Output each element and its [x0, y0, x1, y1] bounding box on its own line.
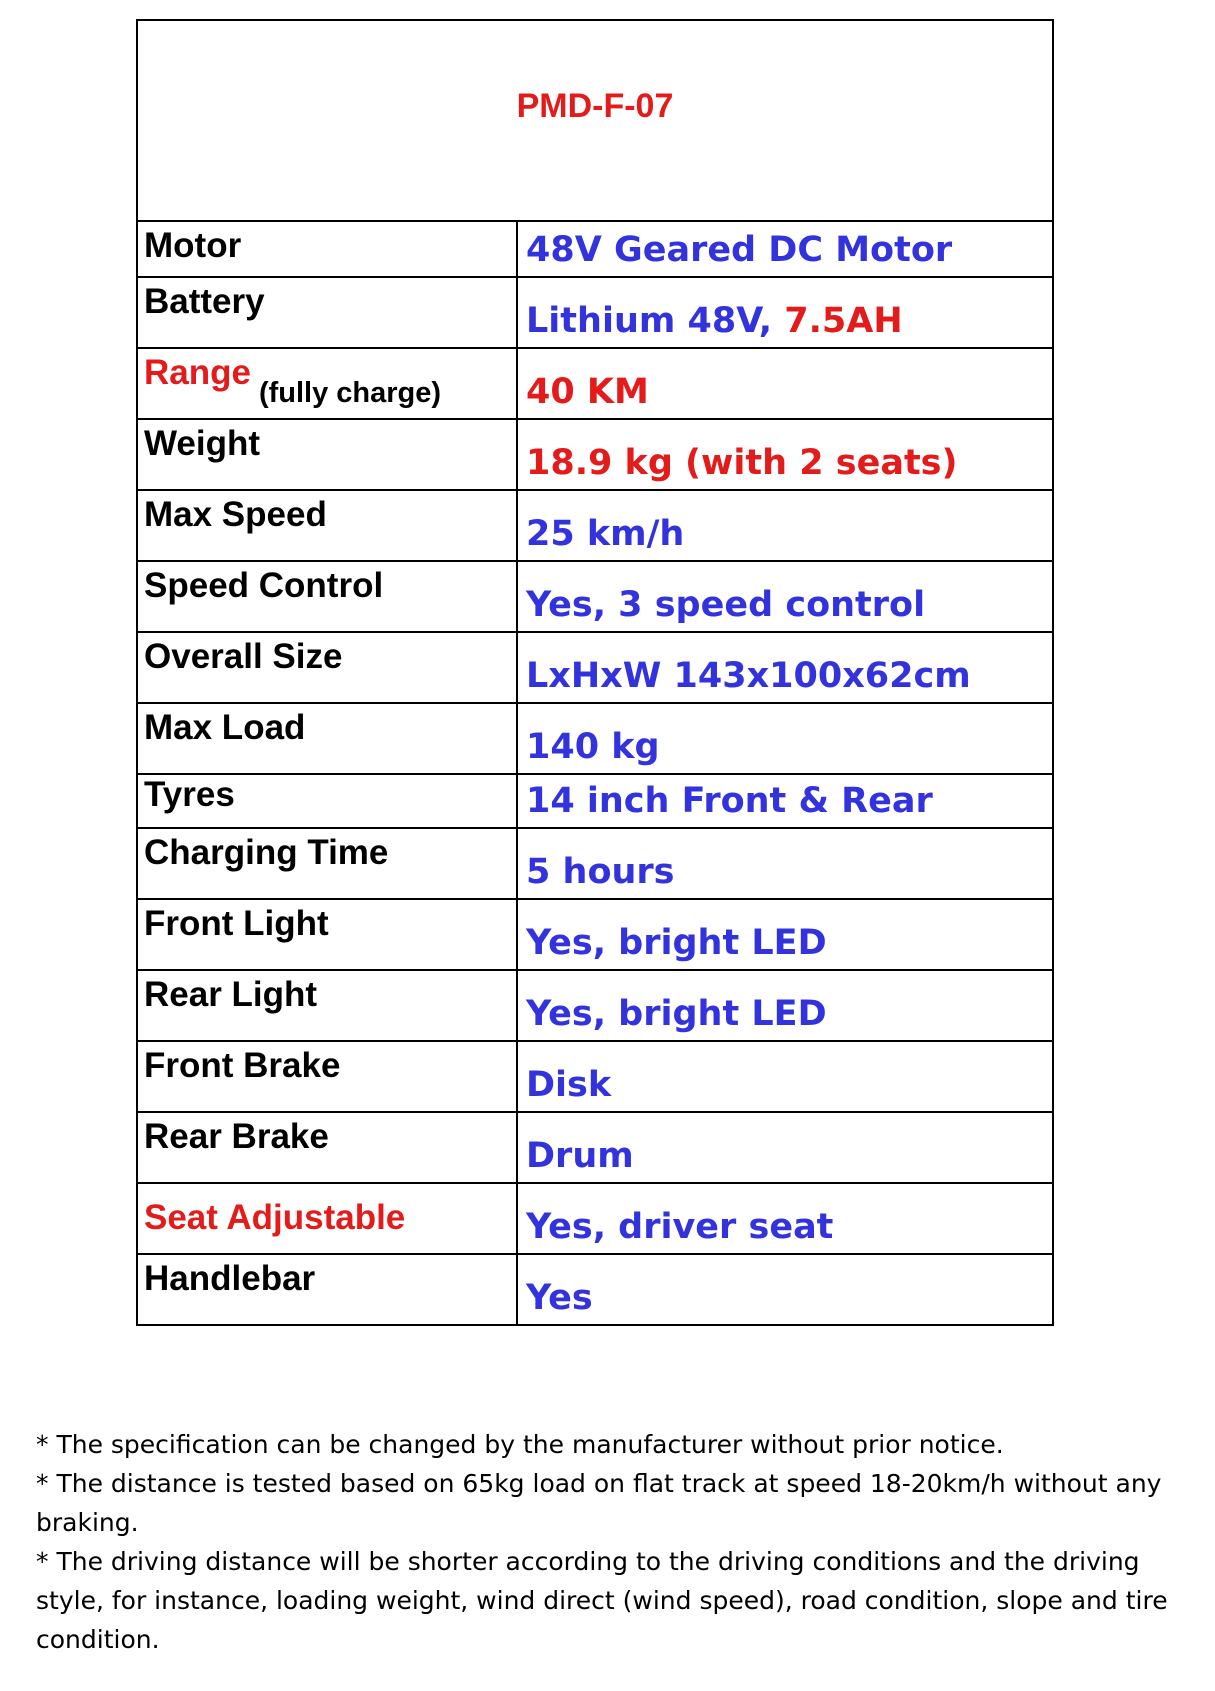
- spec-value: Yes, bright LED: [526, 994, 827, 1034]
- spec-row-range: [138, 347, 1052, 418]
- spec-value: 140 kg: [526, 727, 660, 767]
- spec-row-weight: [138, 418, 1052, 489]
- product-title: PMD-F-07: [516, 87, 674, 125]
- spec-value: Yes, bright LED: [526, 923, 827, 963]
- range-note: (fully charge): [258, 377, 442, 409]
- spec-value: LxHxW 143x100x62cm: [526, 656, 971, 696]
- spec-value: Yes, driver seat: [526, 1207, 834, 1247]
- spec-label: Speed Control: [138, 562, 518, 631]
- spec-row-seat-adjustable: [138, 1182, 1052, 1253]
- spec-value: Yes: [526, 1278, 593, 1318]
- spec-row-front-light: [138, 898, 1052, 969]
- footnote: * The driving distance will be shorter according to the driving conditions and the driving style, for instance, loading weight, wind direct (wind speed), road condition, slope and tire condition.: [36, 1547, 1168, 1654]
- spec-value: Drum: [526, 1136, 634, 1176]
- spec-row-rear-brake: [138, 1111, 1052, 1182]
- spec-row-charging-time: [138, 827, 1052, 898]
- spec-label: Rear Brake: [138, 1113, 518, 1182]
- spec-label: Battery: [138, 278, 518, 347]
- spec-value: Lithium 48V, 7.5AH: [526, 301, 903, 341]
- spec-label: Range (fully charge): [138, 349, 518, 418]
- spec-row-front-brake: [138, 1040, 1052, 1111]
- spec-label: Front Light: [138, 900, 518, 969]
- spec-label: Rear Light: [138, 971, 518, 1040]
- spec-label: Front Brake: [138, 1042, 518, 1111]
- spec-label: Seat Adjustable: [138, 1184, 518, 1253]
- spec-value: 48V Geared DC Motor: [526, 230, 953, 270]
- spec-row-overall-size: [138, 631, 1052, 702]
- spec-value: Disk: [526, 1065, 612, 1105]
- spec-value: 14 inch Front & Rear: [526, 781, 933, 821]
- spec-value: 18.9 kg (with 2 seats): [526, 443, 958, 483]
- spec-table: [136, 19, 1054, 1326]
- spec-label: Motor: [138, 222, 518, 276]
- spec-row-tyres: [138, 773, 1052, 827]
- spec-row-rear-light: [138, 969, 1052, 1040]
- spec-value: 5 hours: [526, 852, 675, 892]
- spec-row-battery: [138, 276, 1052, 347]
- spec-row-max-load: [138, 702, 1052, 773]
- footnote: * The specification can be changed by the manufacturer without prior notice.: [36, 1430, 1004, 1459]
- footnote: * The distance is tested based on 65kg load on flat track at speed 18-20km/h without any braking.: [36, 1469, 1162, 1537]
- spec-label: Handlebar: [138, 1255, 518, 1324]
- spec-value: 25 km/h: [526, 514, 685, 554]
- spec-row-handlebar: [138, 1253, 1052, 1324]
- spec-label: Charging Time: [138, 829, 518, 898]
- spec-row-motor: [138, 220, 1052, 276]
- spec-value: Yes, 3 speed control: [526, 585, 926, 625]
- footnotes: [36, 1425, 1196, 1659]
- battery-capacity: 7.5AH: [784, 301, 903, 341]
- spec-label: Tyres: [138, 775, 518, 827]
- spec-row-max-speed: [138, 489, 1052, 560]
- spec-label: Overall Size: [138, 633, 518, 702]
- spec-label: Max Load: [138, 704, 518, 773]
- spec-row-speed-control: [138, 560, 1052, 631]
- spec-label: Weight: [138, 420, 518, 489]
- spec-label: Max Speed: [138, 491, 518, 560]
- spec-value: 40 KM: [526, 372, 649, 412]
